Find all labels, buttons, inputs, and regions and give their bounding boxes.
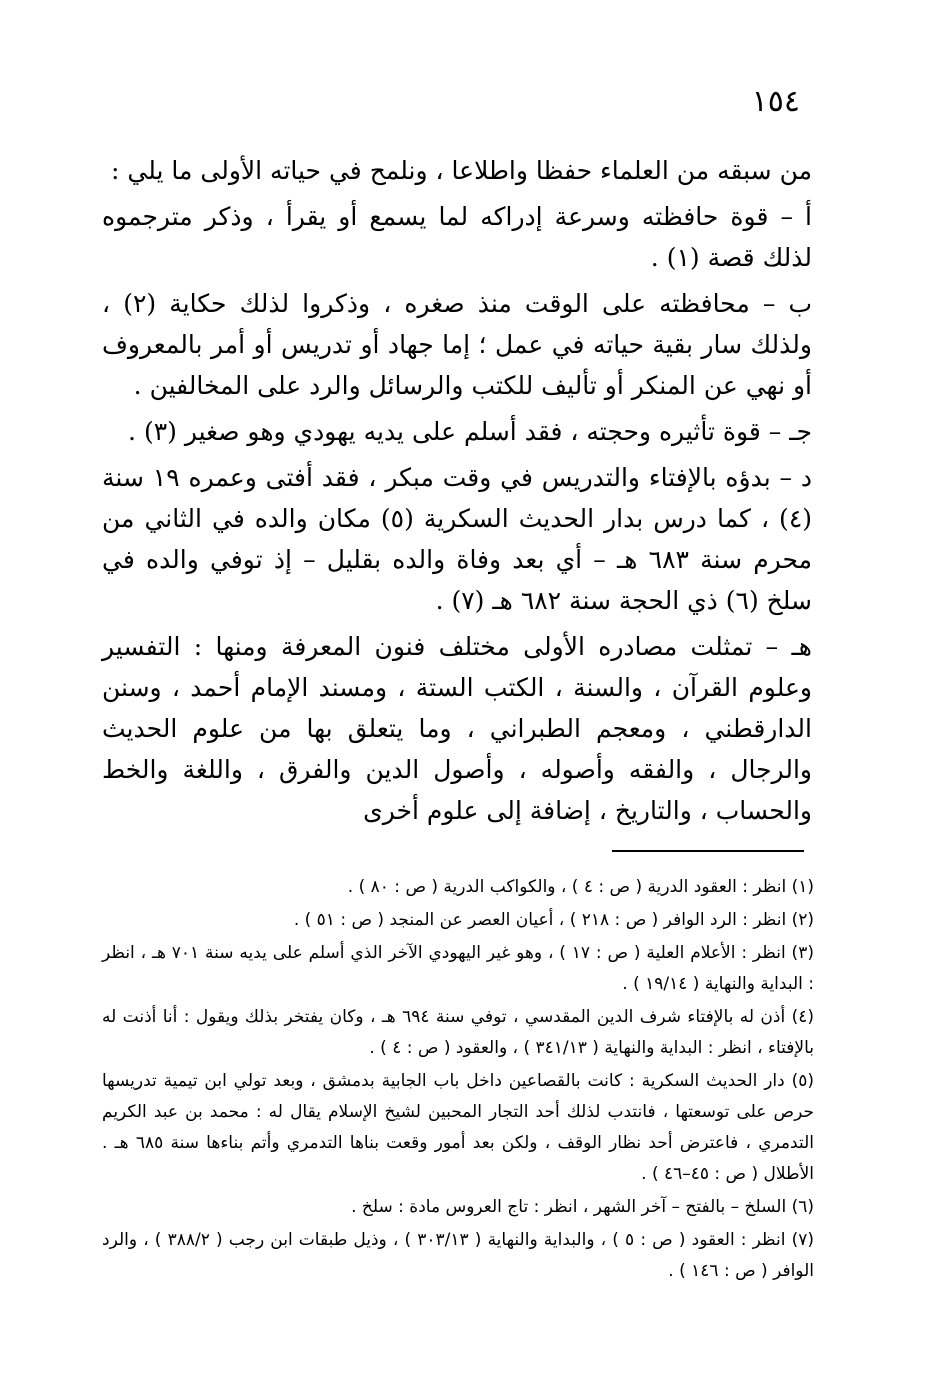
main-paragraph: أ – قوة حافظته وسرعة إدراكه لما يسمع أو يقرأ ، وذكر مترجموه لذلك قصة (١) . — [102, 202, 812, 272]
footnote-divider — [612, 850, 804, 852]
footnote: (٥) دار الحديث السكرية : كانت بالقصاعين داخل باب الجابية بدمشق ، وبعد تولي ابن تيمية تدريسها حرص على توسعتها ، فانتدب لذلك أحد التجار المحبين لشيخ الإسلام يقال له : محمد بن عبد الكريم التدمري ، فاعترض أحد نظار الوقف ، ولكن بعد أمور وقعت بناها التدمري وأتم بناءها سنة ٦٨٥ هـ . الأطلال ( ص : ٤٥–٤٦ ) . — [102, 1071, 814, 1184]
footnote: (٤) أذن له بالإفتاء شرف الدين المقدسي ، توفي سنة ٦٩٤ هـ ، وكان يفتخر بذلك ويقول : أنا أذنت له بالإفتاء ، انظر : البداية والنهاية ( ٣٤١/١٣ ) ، والعقود ( ص : ٤ ) . — [102, 1007, 814, 1058]
footnote: (٧) انظر : العقود ( ص : ٥ ) ، والبداية والنهاية ( ٣٠٣/١٣ ) ، وذيل طبقات ابن رجب ( ٣٨٨/٢ ) ، والرد الوافر ( ص : ١٤٦ ) . — [102, 1230, 814, 1281]
main-paragraph: ب – محافظته على الوقت منذ صغره ، وذكروا لذلك حكاية (٢) ، ولذلك سار بقية حياته في عمل ؛ إما جهاد أو تدريس أو أمر بالمعروف أو نهي عن المنكر أو تأليف للكتب والرسائل والرد على المخالفين . — [102, 289, 812, 400]
footnote: (٦) السلخ – بالفتح – آخر الشهر ، انظر : تاج العروس مادة : سلخ . — [351, 1197, 814, 1217]
footnote: (١) انظر : العقود الدرية ( ص : ٤ ) ، والكواكب الدرية ( ص : ٨٠ ) . — [347, 877, 814, 897]
main-text — [102, 150, 812, 831]
page-number: ١٥٤ — [751, 84, 800, 119]
main-paragraph: من سبقه من العلماء حفظا واطلاعا ، ونلمح في حياته الأولى ما يلي : — [111, 156, 812, 185]
main-paragraph: هـ – تمثلت مصادره الأولى مختلف فنون المعرفة ومنها : التفسير وعلوم القرآن ، والسنة ، الكتب الستة ، ومسند الإمام أحمد ، وسنن الدارقطني ، ومعجم الطبراني ، وما يتعلق بها من علوم الحديث والرجال ، والفقه وأصوله ، وأصول الدين والفرق ، واللغة والخط والحساب ، والتاريخ ، إضافة إلى علوم أخرى — [102, 632, 812, 825]
footnotes — [102, 872, 814, 1289]
main-paragraph: د – بدؤه بالإفتاء والتدريس في وقت مبكر ، فقد أفتى وعمره ١٩ سنة (٤) ، كما درس بدار الحديث السكرية (٥) مكان والده في الثاني من محرم سنة ٦٨٣ هـ – أي بعد وفاة والده بقليل – إذ توفي والده في سلخ (٦) ذي الحجة سنة ٦٨٢ هـ (٧) . — [102, 463, 813, 615]
main-paragraph: جـ – قوة تأثيره وحجته ، فقد أسلم على يديه يهودي وهو صغير (٣) . — [128, 417, 812, 446]
footnote: (٣) انظر : الأعلام العلية ( ص : ١٧ ) ، وهو غير اليهودي الآخر الذي أسلم على يديه سنة ٧٠١ هـ ، انظر : البداية والنهاية ( ١٩/١٤ ) . — [102, 943, 814, 994]
footnote: (٢) انظر : الرد الوافر ( ص : ٢١٨ ) ، أعيان العصر عن المنجد ( ص : ٥١ ) . — [293, 910, 814, 930]
